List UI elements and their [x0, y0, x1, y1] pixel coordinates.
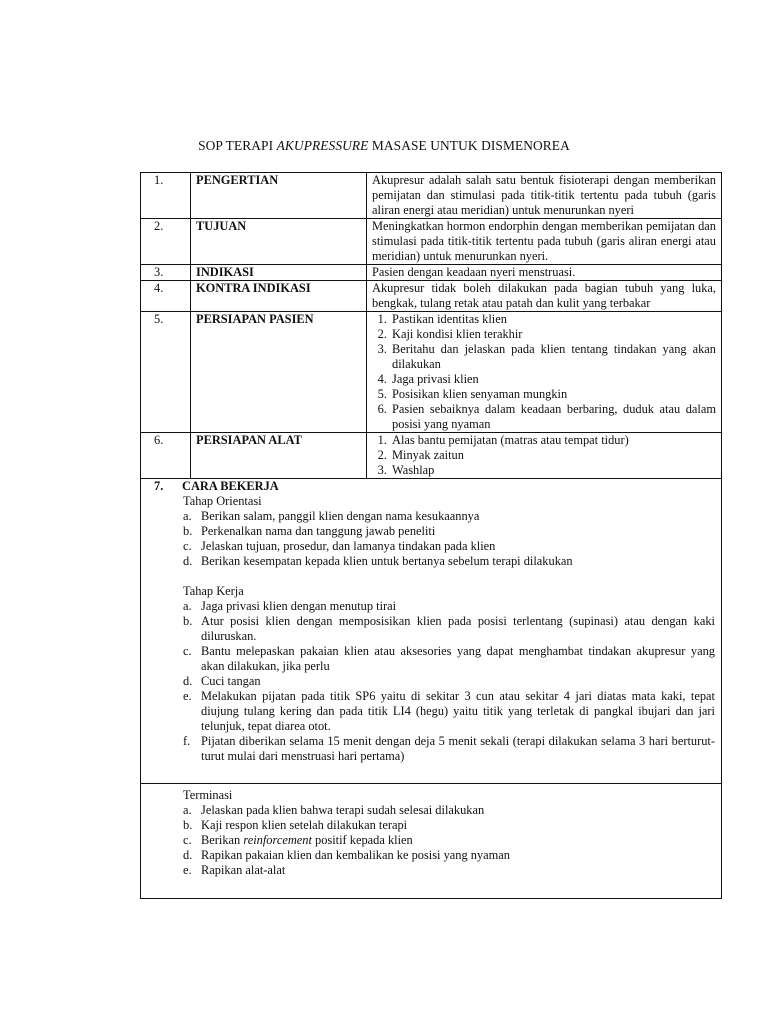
list-text: Jelaskan pada klien bahwa terapi sudah selesai dilakukan	[201, 803, 485, 817]
table-row	[141, 312, 722, 433]
list-item	[183, 599, 721, 614]
list-item	[183, 674, 721, 689]
row-heading: KONTRA INDIKASI	[191, 281, 367, 312]
list-item: 3. Washlap	[390, 463, 716, 478]
procedure-cell	[141, 479, 722, 784]
row-number: 3.	[141, 265, 191, 281]
patient-prep-list	[372, 312, 716, 432]
list-item: 3. Beritahu dan jelaskan pada klien tentang tindakan yang akan dilakukan	[390, 342, 716, 372]
list-text: Jaga privasi klien dengan menutup tirai	[201, 599, 397, 613]
title-italic: AKUPRESSURE	[276, 138, 369, 153]
list-item	[183, 614, 721, 644]
list-text: Pijatan diberikan selama 15 menit dengan deja 5 menit sekali (terapi dilakukan selama 3 hari berturut-turut mulai dari menstruasi hari pertama)	[201, 734, 715, 763]
list-item	[183, 833, 721, 848]
list-text: Cuci tangan	[201, 674, 261, 688]
row-heading: PERSIAPAN PASIEN	[191, 312, 367, 433]
row-heading: PENGERTIAN	[191, 173, 367, 219]
title-pre: SOP TERAPI	[198, 138, 277, 153]
list-item	[183, 734, 721, 764]
list-item	[183, 509, 721, 524]
list-item: 4. Jaga privasi klien	[390, 372, 716, 387]
list-marker: c.	[183, 539, 192, 553]
row-number: 5.	[141, 312, 191, 433]
tools-prep-list	[372, 433, 716, 478]
row-heading: CARA BEKERJA	[182, 479, 279, 493]
list-text: Melakukan pijatan pada titik SP6 yaitu di sekitar 3 cun atau sekitar 4 jari diatas mata kaki, tepat diujung tulang kering dan pada titik LI4 (hegu) yaitu titik yang terletak di pangkal ibujari dan jari telunjuk, tepat diarea otot.	[201, 689, 715, 733]
title-post: MASASE UNTUK DISMENOREA	[368, 138, 570, 153]
list-marker: c.	[183, 644, 192, 658]
list-item	[183, 524, 721, 539]
orientation-list	[141, 509, 721, 569]
list-item	[183, 863, 721, 878]
row-heading: TUJUAN	[191, 219, 367, 265]
list-text: Bantu melepaskan pakaian klien atau aksesories yang dapat menghambat tindakan akupresur yang akan dilakukan, jika perlu	[201, 644, 715, 673]
row-number: 1.	[141, 173, 191, 219]
list-marker: d.	[183, 848, 193, 862]
list-item: 1. Alas bantu pemijatan (matras atau tempat tidur)	[390, 433, 716, 448]
list-marker: d.	[183, 674, 193, 688]
list-item	[183, 818, 721, 833]
list-marker: a.	[183, 509, 192, 523]
list-item	[183, 644, 721, 674]
list-marker: b.	[183, 614, 193, 628]
row-number: 2.	[141, 219, 191, 265]
spacer	[141, 569, 721, 584]
list-item: 2. Minyak zaitun	[390, 448, 716, 463]
work-stage-list	[141, 599, 721, 764]
table-row	[141, 173, 722, 219]
termination-label: Terminasi	[183, 788, 233, 802]
row-heading: INDIKASI	[191, 265, 367, 281]
list-text-emphasis: reinforcement	[243, 833, 312, 847]
termination-list	[141, 803, 721, 878]
list-marker: c.	[183, 833, 192, 847]
list-item	[183, 848, 721, 863]
row-heading: PERSIAPAN ALAT	[191, 433, 367, 479]
list-text: Berikan kesempatan kepada klien untuk bertanya sebelum terapi dilakukan	[201, 554, 573, 568]
list-marker: b.	[183, 818, 193, 832]
list-item	[183, 689, 721, 734]
list-marker: d.	[183, 554, 193, 568]
sop-table	[140, 172, 722, 899]
list-marker: a.	[183, 803, 192, 817]
list-text: Atur posisi klien dengan memposisikan klien pada posisi terlentang (supinasi) atau dengan kaki diluruskan.	[201, 614, 715, 643]
row-number: 6.	[141, 433, 191, 479]
list-text: Kaji respon klien setelah dilakukan terapi	[201, 818, 408, 832]
list-text: Rapikan alat-alat	[201, 863, 286, 877]
row-content	[367, 312, 722, 433]
list-text: Rapikan pakaian klien dan kembalikan ke posisi yang nyaman	[201, 848, 510, 862]
list-item	[183, 803, 721, 818]
orientation-label: Tahap Orientasi	[183, 494, 262, 508]
list-text-pre: Berikan	[201, 833, 244, 847]
row-content: Meningkatkan hormon endorphin dengan memberikan pemijatan dan stimulasi pada titik-titik tertentu pada tubuh (garis aliran energi atau meridian) untuk menurunkan nyeri.	[367, 219, 722, 265]
termination-cell	[141, 784, 722, 899]
table-row	[141, 281, 722, 312]
list-item: 5. Posisikan klien senyaman mungkin	[390, 387, 716, 402]
list-text: Jelaskan tujuan, prosedur, dan lamanya tindakan pada klien	[201, 539, 496, 553]
table-row	[141, 219, 722, 265]
table-row	[141, 265, 722, 281]
list-text: Berikan salam, panggil klien dengan nama kesukaannya	[201, 509, 480, 523]
work-stage-label: Tahap Kerja	[183, 584, 244, 598]
list-marker: a.	[183, 599, 192, 613]
list-item	[183, 539, 721, 554]
list-item	[183, 554, 721, 569]
row-content	[367, 433, 722, 479]
row-number: 4.	[141, 281, 191, 312]
list-item: 1. Pastikan identitas klien	[390, 312, 716, 327]
list-marker: b.	[183, 524, 193, 538]
table-row	[141, 479, 722, 784]
row-content: Pasien dengan keadaan nyeri menstruasi.	[367, 265, 722, 281]
page-title	[0, 138, 768, 153]
list-marker: e.	[183, 689, 192, 703]
row-number: 7.	[154, 479, 164, 493]
list-text: Perkenalkan nama dan tanggung jawab peneliti	[201, 524, 436, 538]
list-marker: f.	[183, 734, 191, 748]
list-item: 2. Kaji kondisi klien terakhir	[390, 327, 716, 342]
list-item: 6. Pasien sebaiknya dalam keadaan berbaring, duduk atau dalam posisi yang nyaman	[390, 402, 716, 432]
row-content: Akupresur adalah salah satu bentuk fisioterapi dengan memberikan pemijatan dan stimulasi pada titik-titik tertentu pada tubuh (garis aliran energi atau meridian) untuk menurunkan nyeri	[367, 173, 722, 219]
list-marker: e.	[183, 863, 192, 877]
table-row	[141, 784, 722, 899]
list-text-post: positif kepada klien	[311, 833, 413, 847]
table-row	[141, 433, 722, 479]
row-content: Akupresur tidak boleh dilakukan pada bagian tubuh yang luka, bengkak, tulang retak atau patah dan kulit yang terbakar	[367, 281, 722, 312]
